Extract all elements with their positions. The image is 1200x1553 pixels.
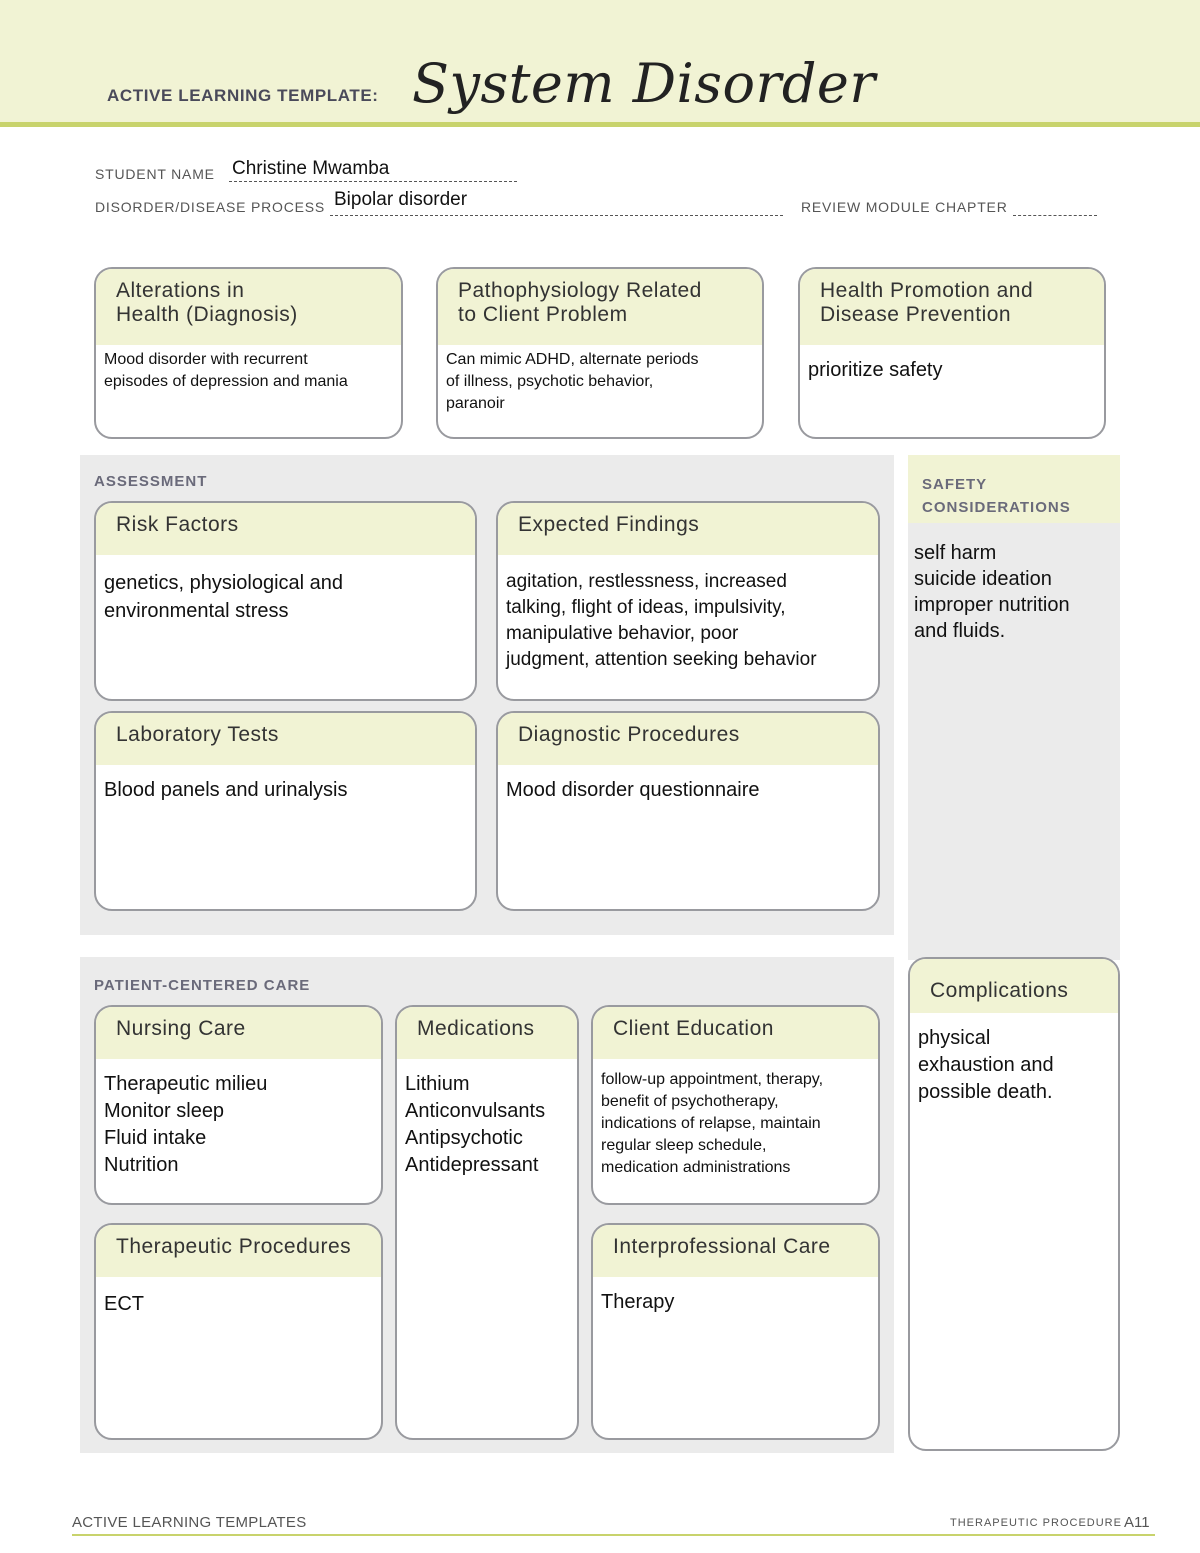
client-education-box bbox=[591, 1005, 880, 1205]
disorder-label: DISORDER/DISEASE PROCESS bbox=[95, 199, 326, 215]
medications-box bbox=[395, 1005, 579, 1440]
expected-findings-title: Expected Findings bbox=[498, 503, 878, 555]
patient-care-label: PATIENT-CENTERED CARE bbox=[94, 977, 311, 994]
pathophysiology-box bbox=[436, 267, 764, 439]
risk-factors-box bbox=[94, 501, 477, 701]
laboratory-tests-body[interactable]: Blood panels and urinalysis bbox=[104, 779, 348, 801]
risk-factors-body[interactable]: genetics, physiological and environmental stress bbox=[104, 572, 344, 622]
diagnostic-procedures-title: Diagnostic Procedures bbox=[498, 713, 878, 765]
pathophysiology-title: Pathophysiology Related to Client Problem bbox=[438, 269, 762, 345]
footer-right: THERAPEUTIC PROCEDURE bbox=[950, 1517, 1122, 1529]
client-education-title: Client Education bbox=[593, 1007, 878, 1059]
template-label: ACTIVE LEARNING TEMPLATE: bbox=[107, 86, 379, 105]
alterations-title: Alterations in Health (Diagnosis) bbox=[96, 269, 401, 345]
nursing-care-body[interactable]: Therapeutic milieu Monitor sleep Fluid intake Nutrition bbox=[104, 1073, 268, 1176]
pathophysiology-body[interactable]: Can mimic ADHD, alternate periods of illness, psychotic behavior, paranoir bbox=[446, 351, 699, 412]
health-promotion-box bbox=[798, 267, 1106, 439]
therapeutic-procedures-body[interactable]: ECT bbox=[104, 1293, 144, 1315]
risk-factors-title: Risk Factors bbox=[96, 503, 475, 555]
complications-box bbox=[908, 957, 1120, 1451]
client-education-body[interactable]: follow-up appointment, therapy, benefit of psychotherapy, indications of relapse, maintain regular sleep schedule, medication administrations bbox=[601, 1071, 824, 1176]
health-promotion-body[interactable]: prioritize safety bbox=[808, 359, 943, 381]
expected-findings-box bbox=[496, 501, 880, 701]
medications-body[interactable]: Lithium Anticonvulsants Antipsychotic Antidepressant bbox=[405, 1073, 546, 1176]
footer-rule bbox=[72, 1534, 1155, 1536]
assessment-label: ASSESSMENT bbox=[94, 473, 208, 490]
student-name-label: STUDENT NAME bbox=[95, 166, 215, 182]
complications-title: Complications bbox=[910, 959, 1118, 1013]
interprofessional-care-box bbox=[591, 1223, 880, 1440]
interprofessional-care-body[interactable]: Therapy bbox=[601, 1291, 675, 1313]
disorder-value[interactable]: Bipolar disorder bbox=[334, 189, 468, 210]
diagnostic-procedures-body[interactable]: Mood disorder questionnaire bbox=[506, 779, 760, 801]
student-name-value[interactable]: Christine Mwamba bbox=[232, 158, 390, 179]
nursing-care-box bbox=[94, 1005, 383, 1205]
review-module-label: REVIEW MODULE CHAPTER bbox=[801, 199, 1008, 215]
diagnostic-procedures-box bbox=[496, 711, 880, 911]
nursing-care-title: Nursing Care bbox=[96, 1007, 381, 1059]
laboratory-tests-box bbox=[94, 711, 477, 911]
footer-page-number: A11 bbox=[1124, 1514, 1150, 1531]
health-promotion-title: Health Promotion and Disease Prevention bbox=[800, 269, 1104, 345]
interprofessional-care-title: Interprofessional Care bbox=[593, 1225, 878, 1277]
safety-column bbox=[908, 455, 1120, 960]
laboratory-tests-title: Laboratory Tests bbox=[96, 713, 475, 765]
complications-body[interactable]: physical exhaustion and possible death. bbox=[918, 1027, 1054, 1103]
safety-body[interactable]: self harm suicide ideation improper nutrition and fluids. bbox=[914, 542, 1070, 642]
medications-title: Medications bbox=[397, 1007, 577, 1059]
expected-findings-body[interactable]: agitation, restlessness, increased talking, flight of ideas, impulsivity, manipulative behavior, poor judgment, attention seeking behavior bbox=[506, 571, 817, 670]
footer-left: ACTIVE LEARNING TEMPLATES bbox=[72, 1514, 307, 1531]
alterations-box bbox=[94, 267, 403, 439]
template-title: System Disorder bbox=[412, 52, 876, 115]
header-rule bbox=[0, 122, 1200, 127]
safety-label: SAFETY CONSIDERATIONS bbox=[922, 476, 1071, 516]
review-module-line[interactable] bbox=[1013, 196, 1097, 216]
alterations-body[interactable]: Mood disorder with recurrent episodes of depression and mania bbox=[104, 351, 348, 390]
therapeutic-procedures-box bbox=[94, 1223, 383, 1440]
therapeutic-procedures-title: Therapeutic Procedures bbox=[96, 1225, 381, 1277]
